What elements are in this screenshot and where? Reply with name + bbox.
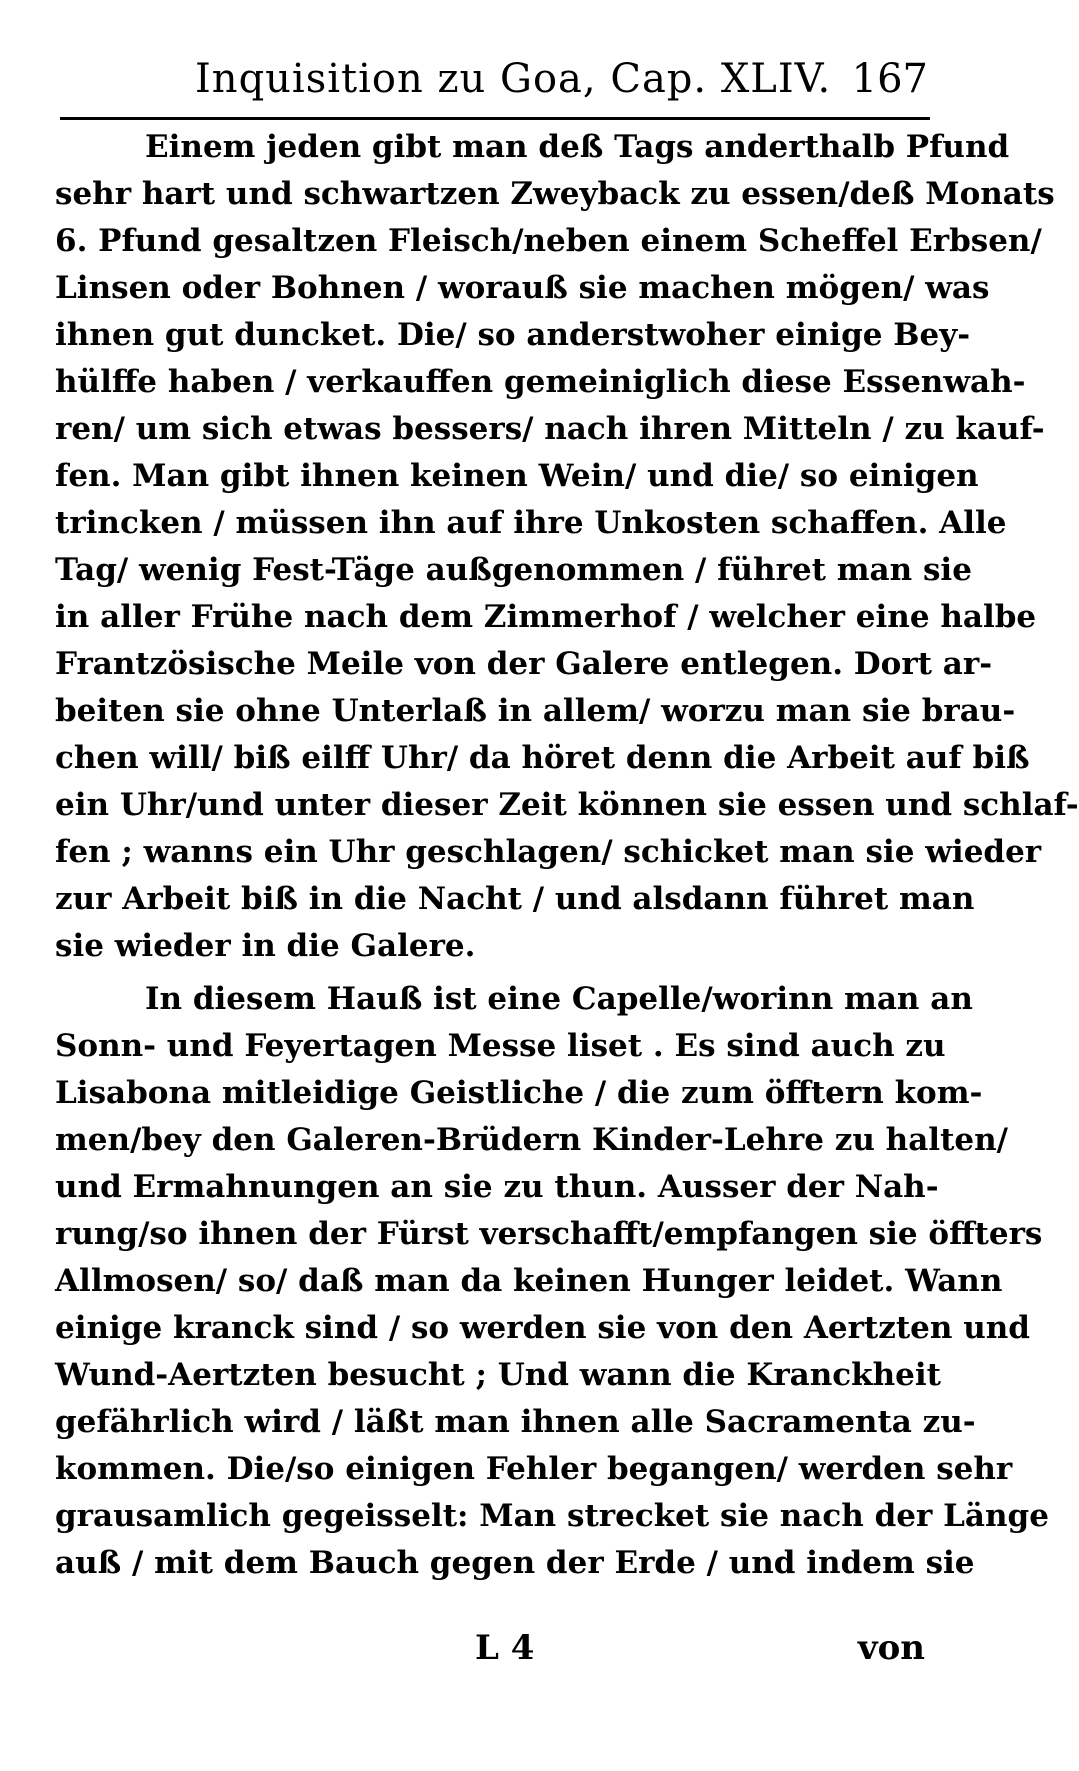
- text-line: Linsen oder Bohnen / worauß sie machen mögen/ was: [55, 270, 990, 306]
- header-rule: [60, 117, 930, 120]
- text-line: men/bey den Galeren-Brüdern Kinder-Lehre zu halten/: [55, 1122, 1008, 1158]
- text-line: Tag/ wenig Fest-Täge außgenommen / führet man sie: [55, 552, 972, 588]
- text-line: Allmosen/ so/ daß man da keinen Hunger leidet. Wann: [55, 1263, 1003, 1299]
- text-line: einige kranck sind / so werden sie von den Aertzten und: [55, 1310, 1030, 1346]
- text-line: ein Uhr/und unter dieser Zeit können sie essen und schlaf-: [55, 787, 1079, 823]
- text-line: in aller Frühe nach dem Zimmerhof / welcher eine halbe: [55, 599, 1037, 635]
- text-line: ren/ um sich etwas bessers/ nach ihren Mitteln / zu kauf-: [55, 411, 1045, 447]
- page-footer: [55, 1628, 935, 1688]
- running-title: Inquisition zu Goa, Cap. XLIV.: [195, 56, 832, 102]
- text-line: Wund-Aertzten besucht ; Und wann die Kranckheit: [55, 1357, 941, 1393]
- running-head: [60, 56, 940, 116]
- text-line: 6. Pfund gesaltzen Fleisch/neben einem Scheffel Erbsen/: [55, 223, 1042, 259]
- paragraph: [55, 976, 1049, 1587]
- signature-mark: L 4: [475, 1628, 535, 1668]
- text-line: sie wieder in die Galere.: [55, 928, 476, 964]
- text-line: auß / mit dem Bauch gegen der Erde / und indem sie: [55, 1545, 975, 1581]
- text-line: grausamlich gegeisselt: Man strecket sie nach der Länge: [55, 1498, 1049, 1534]
- text-line: ihnen gut duncket. Die/ so anderstwoher einige Bey-: [55, 317, 971, 353]
- text-line: In diesem Hauß ist eine Capelle/worinn man an: [145, 981, 973, 1017]
- text-line: Einem jeden gibt man deß Tags anderthalb Pfund: [145, 129, 1010, 165]
- text-line: kommen. Die/so einigen Fehler begangen/ werden sehr: [55, 1451, 1013, 1487]
- text-line: Frantzösische Meile von der Galere entlegen. Dort ar-: [55, 646, 993, 682]
- page-number: 167: [851, 56, 928, 102]
- text-line: sehr hart und schwartzen Zweyback zu essen/deß Monats: [55, 176, 1055, 212]
- text-line: chen will/ biß eilff Uhr/ da höret denn die Arbeit auf biß: [55, 740, 1030, 776]
- text-line: hülffe haben / verkauffen gemeiniglich diese Essenwah-: [55, 364, 1026, 400]
- text-line: und Ermahnungen an sie zu thun. Ausser der Nah-: [55, 1169, 939, 1205]
- body-text: [55, 124, 1079, 1587]
- text-line: fen ; wanns ein Uhr geschlagen/ schicket man sie wieder: [55, 834, 1042, 870]
- paragraph: [55, 124, 1079, 970]
- text-line: Lisabona mitleidige Geistliche / die zum öfftern kom-: [55, 1075, 983, 1111]
- text-line: beiten sie ohne Unterlaß in allem/ worzu man sie brau-: [55, 693, 1016, 729]
- text-line: rung/so ihnen der Fürst verschafft/empfangen sie öffters: [55, 1216, 1043, 1252]
- text-line: fen. Man gibt ihnen keinen Wein/ und die/ so einigen: [55, 458, 979, 494]
- catchword: von: [857, 1628, 925, 1668]
- text-line: zur Arbeit biß in die Nacht / und alsdann führet man: [55, 881, 975, 917]
- text-line: gefährlich wird / läßt man ihnen alle Sacramenta zu-: [55, 1404, 976, 1440]
- text-line: Sonn- und Feyertagen Messe liset . Es sind auch zu: [55, 1028, 946, 1064]
- text-line: trincken / müssen ihn auf ihre Unkosten schaffen. Alle: [55, 505, 1007, 541]
